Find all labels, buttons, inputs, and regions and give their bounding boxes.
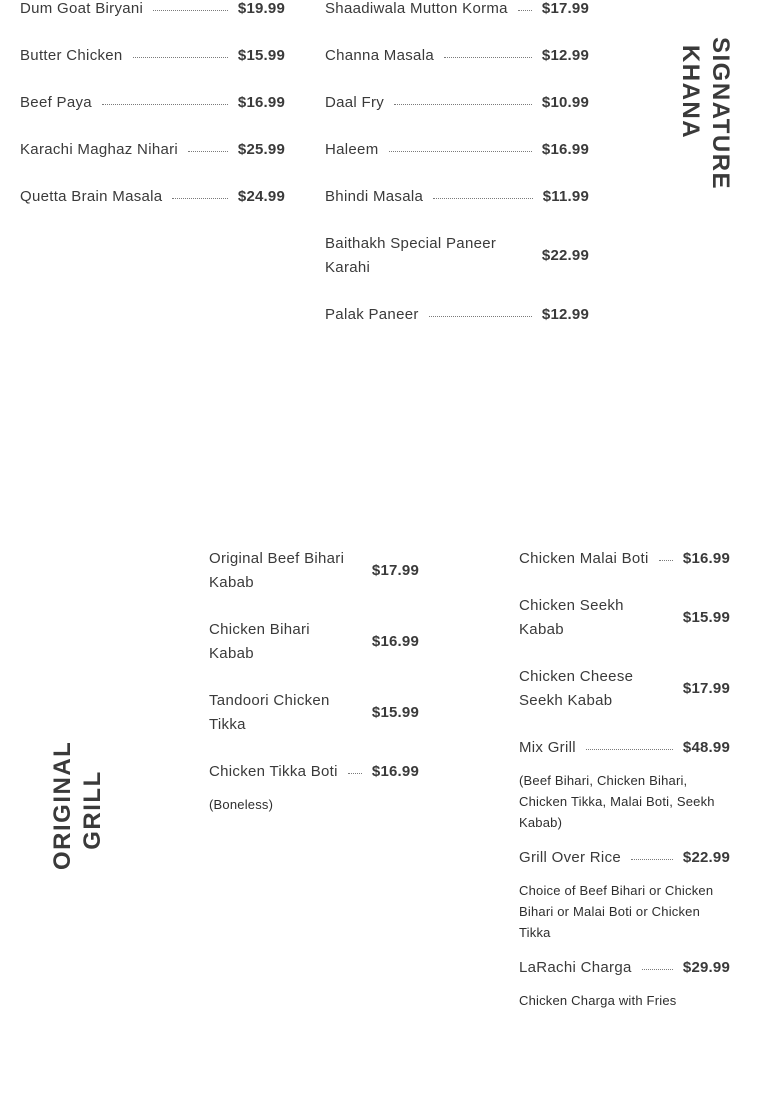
menu-item-name: Bhindi Masala <box>325 188 424 205</box>
menu-item <box>20 44 285 68</box>
menu-item-price: $48.99 <box>682 739 730 756</box>
section-title-original-grill <box>48 740 108 870</box>
menu-item-name: Chicken Tikka Boti <box>209 763 338 780</box>
menu-item <box>20 0 285 21</box>
menu-item-name: Dum Goat Biryani <box>20 0 144 17</box>
dotted-leader <box>433 198 533 199</box>
menu-item <box>209 618 419 666</box>
menu-item-name: Mix Grill <box>519 739 576 756</box>
menu-item <box>20 138 285 162</box>
menu-item-price: $15.99 <box>371 704 419 721</box>
menu-item-name: Beef Paya <box>20 94 92 111</box>
menu-item-price: $10.99 <box>541 94 589 111</box>
menu-item-price: $16.99 <box>237 94 285 111</box>
menu-item-name: Baithakh Special Paneer Karahi <box>325 235 497 276</box>
menu-item-price: $17.99 <box>541 0 589 17</box>
menu-item-name: Chicken Cheese Seekh Kabab <box>519 668 634 709</box>
menu-item <box>519 736 730 833</box>
signature-column-1 <box>20 0 285 237</box>
section-title-line: SIGNATURE <box>707 37 734 191</box>
menu-item-name: Butter Chicken <box>20 47 123 64</box>
menu-item <box>519 956 730 1011</box>
dotted-leader <box>389 151 532 152</box>
section-title-line: GRILL <box>79 770 106 850</box>
menu-item-price: $22.99 <box>682 849 730 866</box>
menu-item-name: Original Beef Bihari Kabab <box>209 550 345 591</box>
menu-item-price: $16.99 <box>371 633 419 650</box>
dotted-leader <box>133 57 228 58</box>
dotted-leader <box>172 198 227 199</box>
menu-item-price: $17.99 <box>682 680 730 697</box>
dotted-leader <box>642 969 673 970</box>
menu-item-note: (Beef Bihari, Chicken Bihari, Chicken Tikka, Malai Boti, Seekh Kabab) <box>519 773 715 830</box>
menu-item <box>325 303 589 327</box>
menu-item-name: Channa Masala <box>325 47 434 64</box>
menu-item-price: $12.99 <box>541 306 589 323</box>
grill-column-2 <box>519 547 730 1027</box>
menu-item <box>519 665 730 713</box>
menu-item <box>20 91 285 115</box>
menu-item-price: $25.99 <box>237 141 285 158</box>
menu-item-note: Chicken Charga with Fries <box>519 993 677 1008</box>
menu-item-name: Grill Over Rice <box>519 849 622 866</box>
menu-item <box>519 547 730 571</box>
menu-item-price: $16.99 <box>371 763 419 780</box>
menu-item-name: Tandoori Chicken Tikka <box>209 692 330 733</box>
dotted-leader <box>429 316 532 317</box>
menu-item <box>519 594 730 642</box>
section-title-signature-khana <box>675 37 735 191</box>
menu-item-name: Haleem <box>325 141 379 158</box>
dotted-leader <box>631 859 673 860</box>
menu-item <box>325 0 589 21</box>
menu-item-price: $12.99 <box>541 47 589 64</box>
menu-item-price: $29.99 <box>682 959 730 976</box>
menu-item-name: Karachi Maghaz Nihari <box>20 141 179 158</box>
menu-item-price: $16.99 <box>541 141 589 158</box>
menu-item-name: Palak Paneer <box>325 306 419 323</box>
menu-item-name: Shaadiwala Mutton Korma <box>325 0 508 17</box>
menu-item <box>209 547 419 595</box>
menu-item <box>209 689 419 737</box>
menu-item-name: Chicken Malai Boti <box>519 550 649 567</box>
menu-item <box>209 760 419 815</box>
menu-item-name: Quetta Brain Masala <box>20 188 163 205</box>
dotted-leader <box>348 773 362 774</box>
dotted-leader <box>659 560 673 561</box>
menu-item <box>325 138 589 162</box>
menu-item <box>325 185 589 209</box>
menu-item <box>325 44 589 68</box>
menu-item <box>325 91 589 115</box>
section-title-line: ORIGINAL <box>49 740 76 870</box>
menu-item-price: $22.99 <box>541 247 589 264</box>
menu-item-name: Chicken Bihari Kabab <box>209 621 310 662</box>
menu-item-price: $15.99 <box>682 609 730 626</box>
dotted-leader <box>394 104 532 105</box>
menu-item-name: LaRachi Charga <box>519 959 632 976</box>
section-title-line: KHANA <box>677 44 704 140</box>
menu-item-name: Chicken Seekh Kabab <box>519 597 624 638</box>
menu-item-price: $19.99 <box>237 0 285 17</box>
menu-item-price: $15.99 <box>237 47 285 64</box>
dotted-leader <box>444 57 532 58</box>
menu-item <box>519 846 730 943</box>
menu-item-price: $17.99 <box>371 562 419 579</box>
menu-item-price: $24.99 <box>237 188 285 205</box>
menu-item-price: $16.99 <box>682 550 730 567</box>
signature-column-2 <box>325 0 589 337</box>
menu-item-note: Choice of Beef Bihari or Chicken Bihari or Malai Boti or Chicken Tikka <box>519 883 714 940</box>
dotted-leader <box>102 104 228 105</box>
menu-item <box>325 232 589 280</box>
dotted-leader <box>586 749 673 750</box>
menu-item <box>20 185 285 209</box>
dotted-leader <box>188 151 228 152</box>
dotted-leader <box>153 10 228 11</box>
menu-item-note: (Boneless) <box>209 797 274 812</box>
menu-item-name: Daal Fry <box>325 94 385 111</box>
menu-item-price: $11.99 <box>542 188 589 205</box>
dotted-leader <box>518 10 532 11</box>
grill-column-1 <box>209 547 419 827</box>
